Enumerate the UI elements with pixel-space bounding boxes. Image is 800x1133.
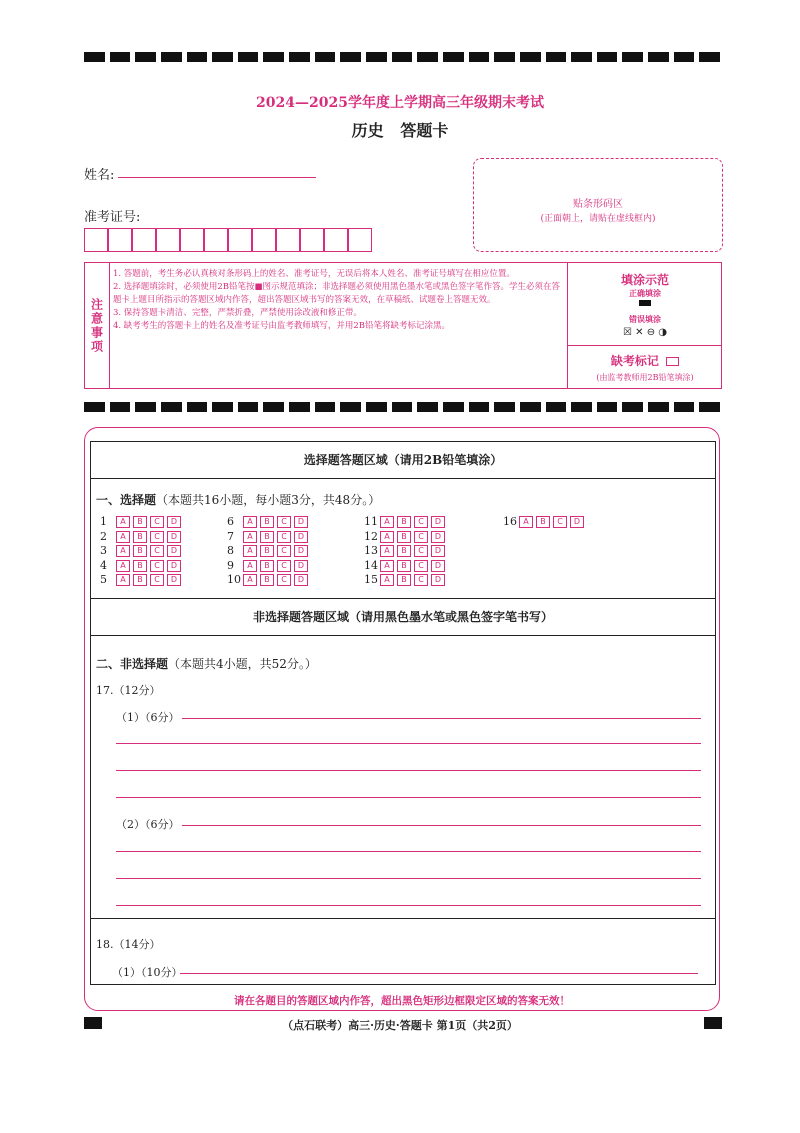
choice-title: 一、选择题	[96, 493, 157, 507]
divider	[568, 345, 722, 346]
choice-section-header: 选择题答题区域（请用2B铅笔填涂）	[90, 441, 716, 479]
question-number: 15	[364, 573, 378, 586]
choice-question-row	[100, 544, 184, 558]
option-bubble[interactable]: B	[260, 531, 274, 543]
nonchoice-desc: （本题共4小题，共52分。）	[168, 657, 317, 671]
absent-mark-box[interactable]	[666, 357, 679, 366]
option-bubble[interactable]: D	[294, 574, 308, 586]
answer-line[interactable]	[116, 905, 701, 906]
option-bubble[interactable]: C	[150, 531, 164, 543]
absent-row	[568, 352, 722, 369]
option-bubble[interactable]: A	[380, 531, 394, 543]
option-bubble[interactable]: A	[116, 531, 130, 543]
question-number: 7	[227, 529, 234, 543]
name-field[interactable]	[118, 177, 316, 178]
exam-id-digit-box[interactable]	[108, 228, 132, 252]
question-number: 10	[227, 573, 241, 586]
option-bubble[interactable]: D	[431, 560, 445, 572]
option-bubble[interactable]: D	[431, 516, 445, 528]
option-bubble[interactable]: C	[277, 516, 291, 528]
q17-2-label: （2）（6分）	[116, 818, 180, 831]
notice-box	[84, 262, 722, 389]
wrong-fill-marks: ☒ ✕ ⊖ ◑	[623, 327, 667, 338]
answer-line[interactable]	[182, 825, 701, 826]
notice-item: 2. 选择题填涂时，必须使用2B铅笔按■图示规范填涂；非选择题必须使用黑色墨水笔或黑色签字笔作答。学生必须在答题卡上题目所指示的答题区域内作答，超出答题区域书写的答案无效，在草稿纸、试题卷上答题无效。	[113, 282, 561, 305]
option-bubble[interactable]: B	[260, 545, 274, 557]
choice-question-row	[227, 559, 311, 573]
option-bubble[interactable]: D	[570, 516, 584, 528]
q18-1-label: （1）（10分）	[112, 966, 183, 979]
exam-id-digit-box[interactable]	[348, 228, 372, 252]
barcode-title: 贴条形码区	[573, 199, 623, 210]
option-bubble[interactable]: A	[243, 531, 257, 543]
question-number: 14	[364, 558, 378, 572]
option-bubble[interactable]: D	[431, 574, 445, 586]
option-bubble[interactable]: B	[397, 516, 411, 528]
option-bubble[interactable]: D	[294, 545, 308, 557]
answer-line[interactable]	[116, 878, 701, 879]
option-bubble[interactable]: A	[380, 516, 394, 528]
option-bubble[interactable]: A	[380, 574, 394, 586]
option-bubble[interactable]: C	[277, 531, 291, 543]
option-bubble[interactable]: C	[150, 560, 164, 572]
option-bubble[interactable]: C	[414, 574, 428, 586]
correct-fill-mark	[639, 300, 651, 306]
option-bubble[interactable]: A	[243, 574, 257, 586]
option-bubble[interactable]: B	[133, 574, 147, 586]
nonchoice-section-header: 非选择题答题区域（请用黑色墨水笔或黑色签字笔书写）	[90, 598, 716, 636]
option-bubble[interactable]: D	[294, 531, 308, 543]
option-bubble[interactable]: D	[294, 516, 308, 528]
footer-warning: 请在各题目的答题区域内作答，超出黑色矩形边框限定区域的答案无效！	[234, 995, 570, 1007]
option-bubble[interactable]: B	[397, 531, 411, 543]
q17-1-label: （1）（6分）	[116, 711, 180, 724]
fill-example-panel	[567, 263, 722, 388]
option-bubble[interactable]: C	[277, 545, 291, 557]
option-bubble[interactable]: A	[116, 516, 130, 528]
exam-id-label: 准考证号:	[84, 210, 141, 225]
option-bubble[interactable]: D	[167, 574, 181, 586]
option-bubble[interactable]: D	[431, 545, 445, 557]
notice-item: 4. 缺考考生的答题卡上的姓名及准考证号由监考教师填写，并用2B铅笔将缺考标记涂黑。	[113, 321, 450, 331]
option-bubble[interactable]: C	[553, 516, 567, 528]
wrong-label: 错误填涂	[629, 314, 661, 324]
exam-id-digit-box[interactable]	[84, 228, 108, 252]
choice-question-row	[100, 559, 184, 573]
fill-title: 填涂示范	[620, 273, 669, 287]
option-bubble[interactable]: C	[414, 545, 428, 557]
notice-item: 3. 保持答题卡清洁、完整，严禁折叠，严禁使用涂改液和修正带。	[113, 308, 362, 318]
option-bubble[interactable]: B	[260, 516, 274, 528]
option-bubble[interactable]: A	[116, 560, 130, 572]
question-number: 5	[100, 573, 107, 586]
answer-line[interactable]	[116, 851, 701, 852]
question-number: 12	[364, 529, 378, 543]
question-number: 16	[503, 515, 517, 528]
absent-label: 缺考标记	[610, 354, 659, 368]
choice-question-row	[227, 573, 311, 587]
exam-id-digit-box[interactable]	[324, 228, 348, 252]
question-number: 8	[227, 544, 234, 557]
choice-question-row	[227, 544, 311, 558]
choice-question-row	[364, 559, 448, 573]
barcode-area[interactable]	[473, 158, 723, 252]
question-number: 9	[227, 558, 234, 572]
choice-question-row	[364, 544, 448, 558]
q17-label: 17.（12分）	[96, 684, 161, 697]
exam-id-digit-box[interactable]	[300, 228, 324, 252]
option-bubble[interactable]: D	[167, 560, 181, 572]
choice-desc: （本题共16小题，每小题3分，共48分。）	[156, 493, 381, 507]
exam-id-digit-box[interactable]	[228, 228, 252, 252]
option-bubble[interactable]: C	[150, 516, 164, 528]
option-bubble[interactable]: A	[380, 545, 394, 557]
choice-question-row	[364, 515, 448, 529]
correct-label: 正确填涂	[629, 288, 661, 298]
option-bubble[interactable]: B	[133, 545, 147, 557]
option-bubble[interactable]: D	[167, 531, 181, 543]
choice-question-row	[227, 530, 311, 544]
answer-line[interactable]	[116, 770, 701, 771]
nonchoice-title: 二、非选择题	[96, 657, 169, 671]
option-bubble[interactable]: B	[133, 560, 147, 572]
question-number: 6	[227, 515, 234, 528]
option-bubble[interactable]: C	[414, 560, 428, 572]
option-bubble[interactable]: B	[260, 574, 274, 586]
name-label: 姓名:	[84, 168, 115, 183]
option-bubble[interactable]: B	[397, 545, 411, 557]
page-info: （点石联考）高三·历史·答题卡 第1页（共2页）	[282, 1019, 518, 1032]
q18-label: 18.（14分）	[96, 938, 161, 951]
choice-question-row	[100, 573, 184, 587]
question-number: 2	[100, 529, 107, 543]
option-bubble[interactable]: A	[116, 545, 130, 557]
exam-id-digit-box[interactable]	[252, 228, 276, 252]
absent-note: (由监考教师用2B铅笔填涂)	[596, 373, 694, 382]
choice-question-row	[503, 515, 587, 529]
exam-id-digit-box[interactable]	[132, 228, 156, 252]
option-bubble[interactable]: D	[167, 545, 181, 557]
option-bubble[interactable]: A	[519, 516, 533, 528]
question-number: 1	[100, 515, 107, 528]
option-bubble[interactable]: A	[243, 560, 257, 572]
exam-title: 2024—2025学年度上学期高三年级期末考试	[256, 95, 544, 111]
option-bubble[interactable]: D	[431, 531, 445, 543]
option-bubble[interactable]: B	[397, 574, 411, 586]
choice-question-row	[100, 515, 184, 529]
choice-title-row	[96, 491, 380, 508]
barcode-subtitle: (正面朝上，请贴在虚线框内)	[540, 214, 656, 224]
exam-id-digit-box[interactable]	[180, 228, 204, 252]
exam-id-digit-box[interactable]	[276, 228, 300, 252]
exam-id-digit-box[interactable]	[204, 228, 228, 252]
answer-line[interactable]	[116, 743, 701, 744]
answer-line[interactable]	[180, 973, 698, 974]
option-bubble[interactable]: A	[243, 545, 257, 557]
q17-q18-divider	[90, 918, 716, 919]
question-number: 11	[364, 515, 378, 528]
option-bubble[interactable]: C	[150, 545, 164, 557]
option-bubble[interactable]: A	[116, 574, 130, 586]
option-bubble[interactable]: B	[397, 560, 411, 572]
question-number: 3	[100, 544, 107, 557]
answer-line[interactable]	[116, 797, 701, 798]
notice-label: 注意事项	[85, 263, 110, 388]
nonchoice-title-row	[96, 655, 317, 672]
option-bubble[interactable]: C	[150, 574, 164, 586]
choice-question-row	[100, 530, 184, 544]
option-bubble[interactable]: A	[243, 516, 257, 528]
exam-id-digit-box[interactable]	[156, 228, 180, 252]
option-bubble[interactable]: B	[260, 560, 274, 572]
option-bubble[interactable]: D	[167, 516, 181, 528]
question-number: 4	[100, 558, 107, 572]
option-bubble[interactable]: D	[294, 560, 308, 572]
option-bubble[interactable]: C	[277, 560, 291, 572]
question-number: 13	[364, 544, 378, 557]
option-bubble[interactable]: C	[414, 516, 428, 528]
choice-question-row	[227, 515, 311, 529]
option-bubble[interactable]: A	[380, 560, 394, 572]
option-bubble[interactable]: C	[277, 574, 291, 586]
notice-items	[113, 268, 561, 333]
notice-item: 1. 答题前，考生务必认真核对条形码上的姓名、准考证号，无误后将本人姓名、准考证号填写在相应位置。	[113, 269, 515, 279]
choice-question-row	[364, 573, 448, 587]
timing-marks-middle	[84, 402, 720, 412]
timing-marks-top	[84, 52, 720, 62]
option-bubble[interactable]: B	[133, 516, 147, 528]
answer-line[interactable]	[182, 718, 701, 719]
option-bubble[interactable]: C	[414, 531, 428, 543]
option-bubble[interactable]: B	[133, 531, 147, 543]
option-bubble[interactable]: B	[536, 516, 550, 528]
choice-question-row	[364, 530, 448, 544]
subject-title: 历史 答题卡	[351, 121, 449, 140]
